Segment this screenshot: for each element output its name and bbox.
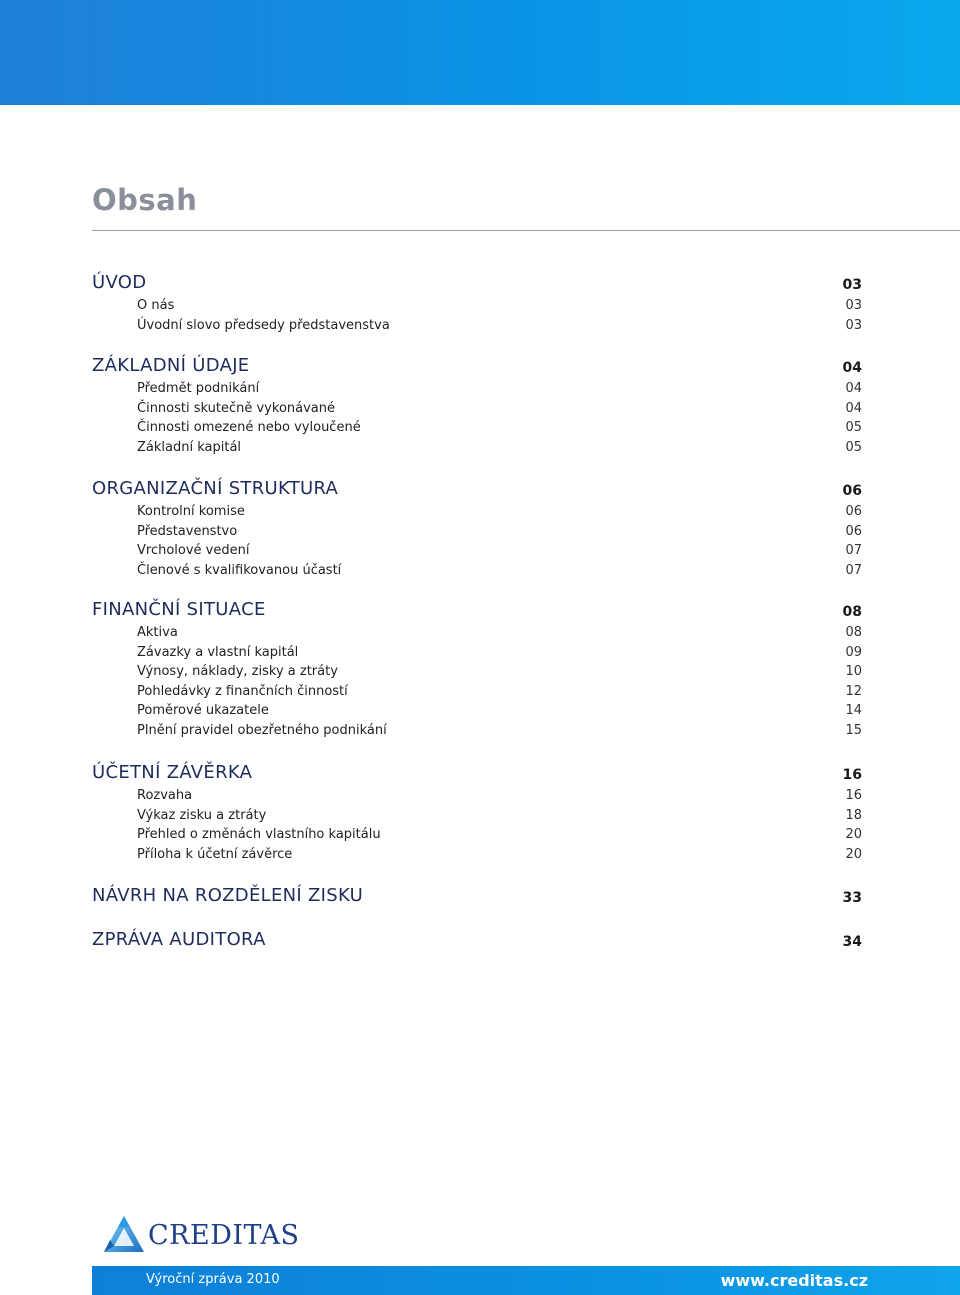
header-band	[0, 0, 960, 105]
toc-section[interactable]	[92, 273, 862, 293]
toc-item-label: Pohledávky z finančních činností	[137, 683, 348, 699]
toc-section-page: 03	[842, 277, 862, 293]
website-link[interactable]: www.creditas.cz	[720, 1271, 868, 1290]
toc-item-page: 06	[845, 504, 862, 519]
toc-item[interactable]	[92, 396, 862, 416]
toc-item[interactable]	[92, 803, 862, 823]
toc-item-page: 07	[845, 543, 862, 558]
toc-item[interactable]	[92, 783, 862, 803]
toc-item[interactable]	[92, 415, 862, 435]
toc-item-label: Plnění pravidel obezřetného podnikání	[137, 722, 387, 738]
toc-section-title: ÚČETNÍ ZÁVĚRKA	[92, 762, 253, 783]
title-divider	[92, 230, 960, 231]
toc-section[interactable]	[92, 886, 862, 906]
toc-item-page: 09	[845, 644, 862, 660]
toc-item-page: 08	[845, 625, 862, 640]
toc-item-label: Závazky a vlastní kapitál	[137, 644, 299, 660]
toc-item-label: Základní kapitál	[137, 439, 242, 455]
toc-section-title: NÁVRH NA ROZDĚLENÍ ZISKU	[92, 885, 364, 906]
toc-item[interactable]	[92, 519, 862, 539]
toc-item-page: 03	[845, 317, 862, 333]
toc-item-page: 12	[845, 683, 862, 699]
toc-item-page: 04	[845, 381, 862, 396]
toc-item[interactable]	[92, 842, 862, 862]
toc-item-page: 16	[845, 788, 862, 803]
toc-section[interactable]	[92, 763, 862, 783]
toc-item-label: Předmět podnikání	[137, 381, 260, 396]
footer-band	[92, 1266, 960, 1295]
toc-item[interactable]	[92, 679, 862, 699]
toc-item-label: Členové s kvalifikovanou účastí	[137, 562, 342, 578]
toc-item-label: Příloha k účetní závěrce	[137, 846, 293, 862]
toc-item[interactable]	[92, 822, 862, 842]
toc-item-page: 20	[845, 846, 862, 862]
toc-item-label: Kontrolní komise	[137, 504, 245, 519]
toc-item[interactable]	[92, 659, 862, 679]
toc-item[interactable]	[92, 558, 862, 578]
toc-section-title: ZÁKLADNÍ ÚDAJE	[92, 355, 250, 376]
toc-item-page: 07	[845, 562, 862, 578]
toc-section-title: FINANČNÍ SITUACE	[92, 599, 266, 620]
toc-section[interactable]	[92, 479, 862, 499]
toc-item[interactable]	[92, 718, 862, 738]
toc-section[interactable]	[92, 600, 862, 620]
report-title: Výroční zpráva 2010	[146, 1272, 280, 1287]
toc-section-page: 33	[842, 890, 862, 906]
creditas-logo	[100, 1212, 300, 1260]
toc-item-label: O nás	[137, 298, 175, 313]
toc-section-page: 04	[842, 360, 862, 376]
toc-item-label: Činnosti omezené nebo vyloučené	[137, 420, 361, 435]
logo-wordmark: CREDITAS	[148, 1220, 300, 1251]
toc-item-page: 14	[845, 703, 862, 718]
toc-section-page: 08	[842, 604, 862, 620]
toc-section-page: 34	[842, 934, 862, 950]
toc-item-page: 05	[845, 420, 862, 435]
toc-section-title: ZPRÁVA AUDITORA	[92, 929, 266, 950]
toc-item-page: 10	[845, 664, 862, 679]
toc-section[interactable]	[92, 356, 862, 376]
toc-item-label: Výkaz zisku a ztráty	[137, 807, 267, 823]
toc-section-title: ÚVOD	[92, 272, 147, 293]
creditas-triangle-logo-icon	[100, 1212, 148, 1260]
toc-item-label: Aktiva	[137, 625, 178, 640]
toc-item-label: Výnosy, náklady, zisky a ztráty	[137, 664, 338, 679]
toc-item-label: Úvodní slovo předsedy představenstva	[137, 317, 390, 333]
toc-item-page: 03	[845, 298, 862, 313]
toc-item-label: Přehled o změnách vlastního kapitálu	[137, 827, 381, 842]
toc-item[interactable]	[92, 698, 862, 718]
toc-item-label: Rozvaha	[137, 788, 193, 803]
toc-item-page: 05	[845, 439, 862, 455]
toc-item-label: Vrcholové vedení	[137, 543, 250, 558]
toc-item-page: 06	[845, 523, 862, 539]
toc-item[interactable]	[92, 435, 862, 455]
toc-item-page: 15	[845, 722, 862, 738]
toc-item[interactable]	[92, 538, 862, 558]
toc-item[interactable]	[92, 313, 862, 333]
toc-item[interactable]	[92, 620, 862, 640]
toc-item[interactable]	[92, 376, 862, 396]
toc-item-label: Představenstvo	[137, 523, 238, 539]
toc-section-page: 16	[842, 767, 862, 783]
toc-section[interactable]	[92, 930, 862, 950]
page-title: Obsah	[92, 183, 198, 217]
toc-item-page: 18	[845, 807, 862, 823]
toc-section-page: 06	[842, 483, 862, 499]
toc-item[interactable]	[92, 293, 862, 313]
toc-item[interactable]	[92, 499, 862, 519]
toc-section-title: ORGANIZAČNÍ STRUKTURA	[92, 478, 339, 499]
toc-item-page: 20	[845, 827, 862, 842]
toc-item[interactable]	[92, 640, 862, 660]
toc-item-label: Poměrové ukazatele	[137, 703, 269, 718]
toc-item-page: 04	[845, 400, 862, 416]
toc-item-label: Činnosti skutečně vykonávané	[137, 400, 335, 416]
